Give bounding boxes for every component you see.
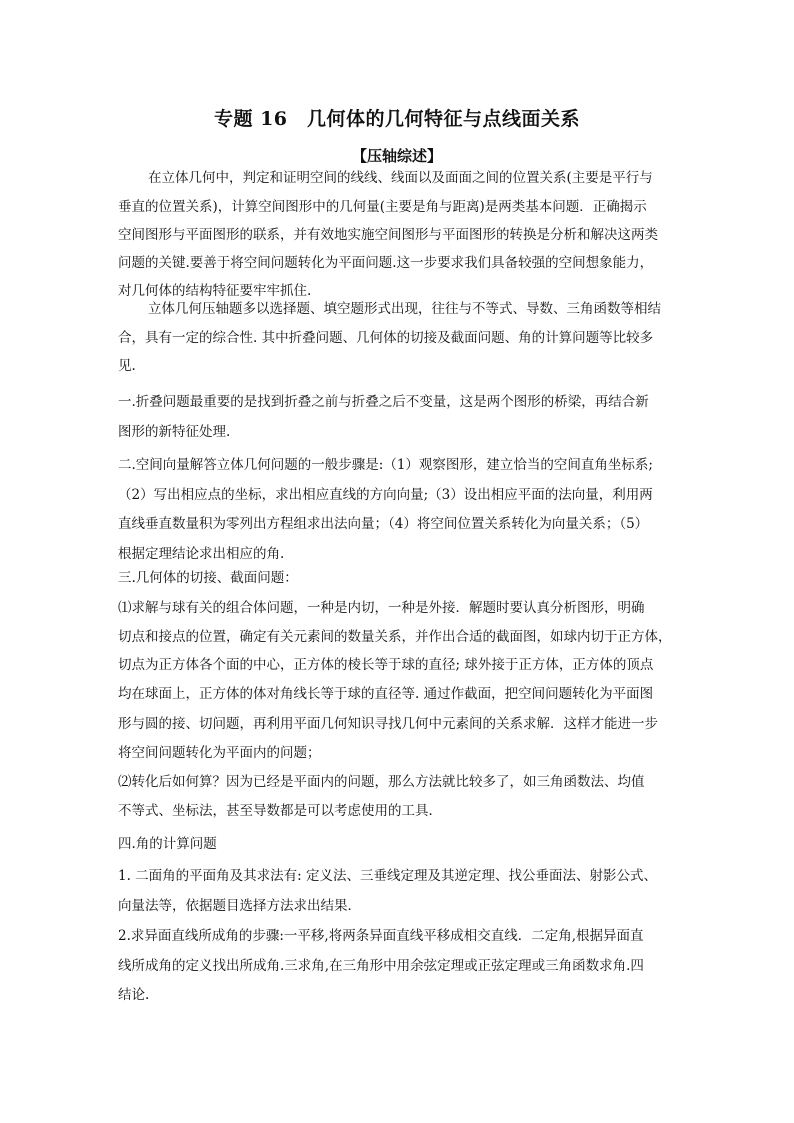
- text-line: 切点为正方体各个面的中心，正方体的棱长等于球的直径; 球外接于正方体，正方体的顶点: [118, 657, 654, 673]
- text-line: 见.: [118, 358, 136, 374]
- text-line: 空间图形与平面图形的联系，并有效地实施空间图形与平面图形的转换是分析和解决这两类: [118, 227, 658, 243]
- text-line: 形与圆的接、切问题，再利用平面几何知识寻找几何中元素间的关系求解．这样才能进一步: [118, 716, 658, 732]
- text-line: 四.角的计算问题: [118, 836, 217, 852]
- text-line: 1. 二面角的平面角及其求法有: 定义法、三垂线定理及其逆定理、找公垂面法、射影公式、: [118, 868, 658, 884]
- text-line: 三.几何体的切接、截面问题：: [118, 570, 298, 586]
- page-title: 专题 16 几何体的几何特征与点线面关系: [213, 108, 581, 130]
- text-line: 结论.: [118, 987, 150, 1003]
- text-line: 切点和接点的位置，确定有关元素间的数量关系，并作出合适的截面图，如球内切于正方体，: [118, 629, 672, 645]
- text-line: 不等式、坐标法，甚至导数都是可以考虑使用的工具．: [118, 803, 442, 819]
- text-line: 一.折叠问题最重要的是找到折叠之前与折叠之后不变量，这是两个图形的桥梁，再结合新: [118, 394, 649, 410]
- text-line: 均在球面上，正方体的体对角线长等于球的直径等. 通过作截面，把空间问题转化为平面图: [118, 686, 654, 702]
- text-line: 根据定理结论求出相应的角.: [118, 546, 285, 562]
- text-line: 线所成角的定义找出所成角.三求角,在三角形中用余弦定理或正弦定理或三角函数求角.四: [118, 958, 644, 974]
- text-line: 将空间问题转化为平面内的问题；: [118, 745, 321, 761]
- text-line: ⑵转化后如何算？因为已经是平面内的问题，那么方法就比较多了，如三角函数法、均值: [118, 774, 645, 790]
- text-line: 问题的关键.要善于将空间问题转化为平面问题.这一步要求我们具备较强的空间想象能力，: [118, 255, 654, 271]
- text-line: 直线垂直数量积为零列出方程组求出法向量；（4）将空间位置关系转化为向量关系；（5）: [118, 516, 649, 532]
- text-line: ⑴求解与球有关的组合体问题，一种是内切，一种是外接．解题时要认真分析图形，明确: [118, 600, 645, 616]
- section-heading: 【压轴综述】: [351, 147, 442, 165]
- text-line: 2.求异面直线所成角的步骤:一平移,将两条异面直线平移成相交直线．二定角,根据异面直: [118, 928, 644, 944]
- text-line: 合，具有一定的综合性. 其中折叠问题、几何体的切接及截面问题、角的计算问题等比较多: [118, 330, 654, 346]
- text-line: 垂直的位置关系)，计算空间图形中的几何量(主要是角与距离)是两类基本问题．正确揭示: [118, 199, 647, 215]
- text-line: 二.空间向量解答立体几何问题的一般步骤是:（1）观察图形，建立恰当的空间直角坐标系;: [118, 457, 653, 473]
- text-line: 在立体几何中，判定和证明空间的线线、线面以及面面之间的位置关系(主要是平行与: [148, 170, 653, 186]
- text-line: 向量法等，依据题目选择方法求出结果．: [118, 898, 361, 914]
- text-line: 对几何体的结构特征要牢牢抓住.: [118, 283, 312, 299]
- text-line: 立体几何压轴题多以选择题、填空题形式出现，往往与不等式、导数、三角函数等相结: [148, 301, 661, 317]
- text-line: （2）写出相应点的坐标，求出相应直线的方向向量;（3）设出相应平面的法向量，利用两: [118, 487, 653, 503]
- text-line: 图形的新特征处理.: [118, 424, 231, 440]
